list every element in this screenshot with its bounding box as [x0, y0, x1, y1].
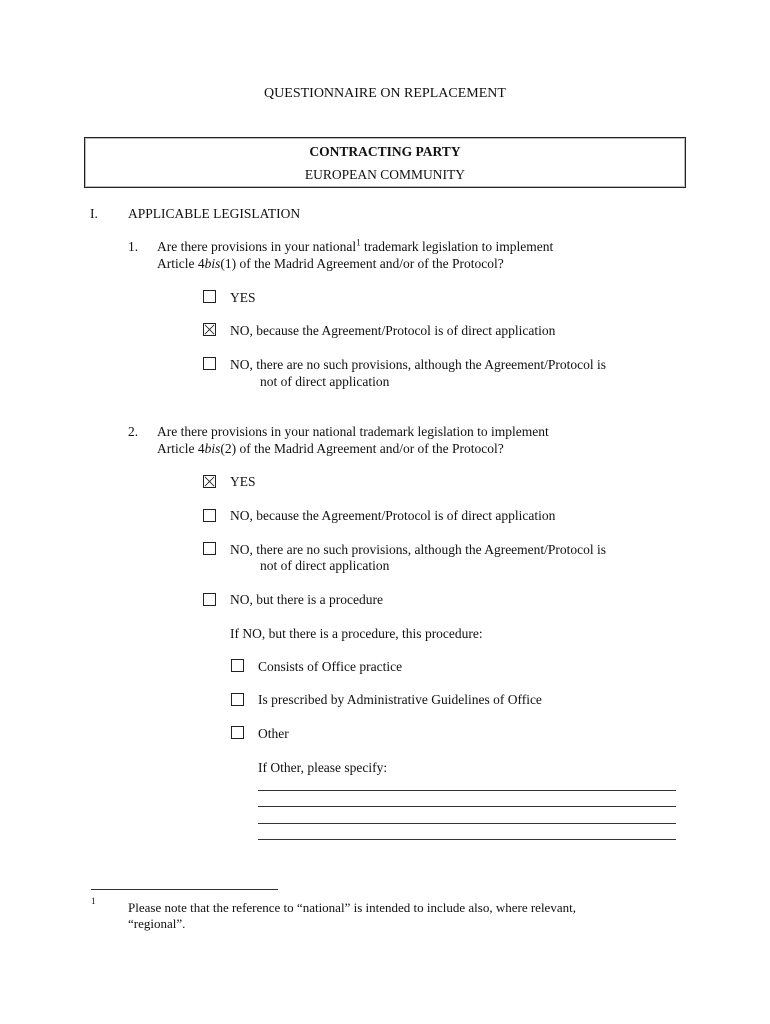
footnote-ref: 1 [356, 237, 361, 248]
q1-text-line2 [157, 256, 504, 272]
q1-no-direct-checkbox[interactable] [203, 323, 216, 336]
q1-no-provisions-label-cont: not of direct application [260, 374, 390, 389]
specify-answer-line[interactable] [258, 823, 676, 824]
q1-yes-checkbox[interactable] [203, 290, 216, 303]
q2-text-line2 [157, 441, 504, 457]
q1-no-direct-label: NO, because the Agreement/Protocol is of direct application [230, 323, 556, 338]
q2-line2-start: Article 4 [157, 441, 205, 456]
other-label: Other [258, 726, 289, 741]
specify-answer-line[interactable] [258, 806, 676, 807]
q2-no-procedure-label: NO, but there is a procedure [230, 592, 383, 607]
admin-guidelines-label: Is prescribed by Administrative Guidelines of Office [258, 692, 542, 707]
q2-no-provisions-checkbox[interactable] [203, 542, 216, 555]
q1-line2-italic: bis [204, 256, 221, 271]
specify-answer-line[interactable] [258, 790, 676, 791]
q1-text-line1-start: Are there provisions in your national [157, 239, 357, 254]
q1-line2-end: (1) of the Madrid Agreement and/or of the Protocol? [220, 256, 504, 271]
q1-number: 1. [128, 239, 139, 254]
q1-no-provisions-checkbox[interactable] [203, 357, 216, 370]
contracting-party-box [84, 137, 686, 188]
page-title: QUESTIONNAIRE ON REPLACEMENT [264, 86, 506, 101]
q2-text-line1: Are there provisions in your national trademark legislation to implement [157, 424, 549, 439]
specify-answer-line[interactable] [258, 839, 676, 840]
other-checkbox[interactable] [231, 726, 244, 739]
q2-line2-italic: bis [204, 441, 221, 456]
section-heading: APPLICABLE LEGISLATION [128, 206, 301, 221]
q1-line2-start: Article 4 [157, 256, 205, 271]
checkbox-cross-icon [204, 324, 215, 335]
q1-yes-label: YES [230, 290, 256, 305]
admin-guidelines-checkbox[interactable] [231, 693, 244, 706]
footnote-mark: 1 [91, 896, 96, 906]
q2-no-provisions-label: NO, there are no such provisions, although the Agreement/Protocol is [230, 542, 607, 557]
footnote-text-line2: “regional”. [128, 916, 186, 931]
q2-no-direct-checkbox[interactable] [203, 509, 216, 522]
q1-text-line1-end: trademark legislation to implement [360, 239, 554, 254]
checkbox-cross-icon [204, 476, 215, 487]
q2-yes-checkbox[interactable] [203, 475, 216, 488]
q1-text-line1 [157, 239, 553, 255]
q1-no-provisions-label: NO, there are no such provisions, although the Agreement/Protocol is [230, 357, 607, 372]
q2-no-procedure-checkbox[interactable] [203, 593, 216, 606]
q2-yes-label: YES [230, 474, 256, 489]
section-number: I. [90, 206, 98, 221]
office-practice-label: Consists of Office practice [258, 659, 403, 674]
q2-no-provisions-label-cont: not of direct application [260, 558, 390, 573]
contracting-party-value: EUROPEAN COMMUNITY [304, 167, 466, 182]
office-practice-checkbox[interactable] [231, 659, 244, 672]
q2-number: 2. [128, 424, 139, 439]
q2-no-direct-label: NO, because the Agreement/Protocol is of direct application [230, 508, 556, 523]
other-specify-label: If Other, please specify: [258, 760, 388, 775]
q2-line2-end: (2) of the Madrid Agreement and/or of the Protocol? [220, 441, 504, 456]
contracting-party-heading: CONTRACTING PARTY [309, 144, 461, 159]
footnote-text-line1: Please note that the reference to “national” is intended to include also, where relevant, [128, 900, 576, 915]
footnote-separator [91, 889, 278, 890]
procedure-intro: If NO, but there is a procedure, this procedure: [230, 626, 483, 641]
